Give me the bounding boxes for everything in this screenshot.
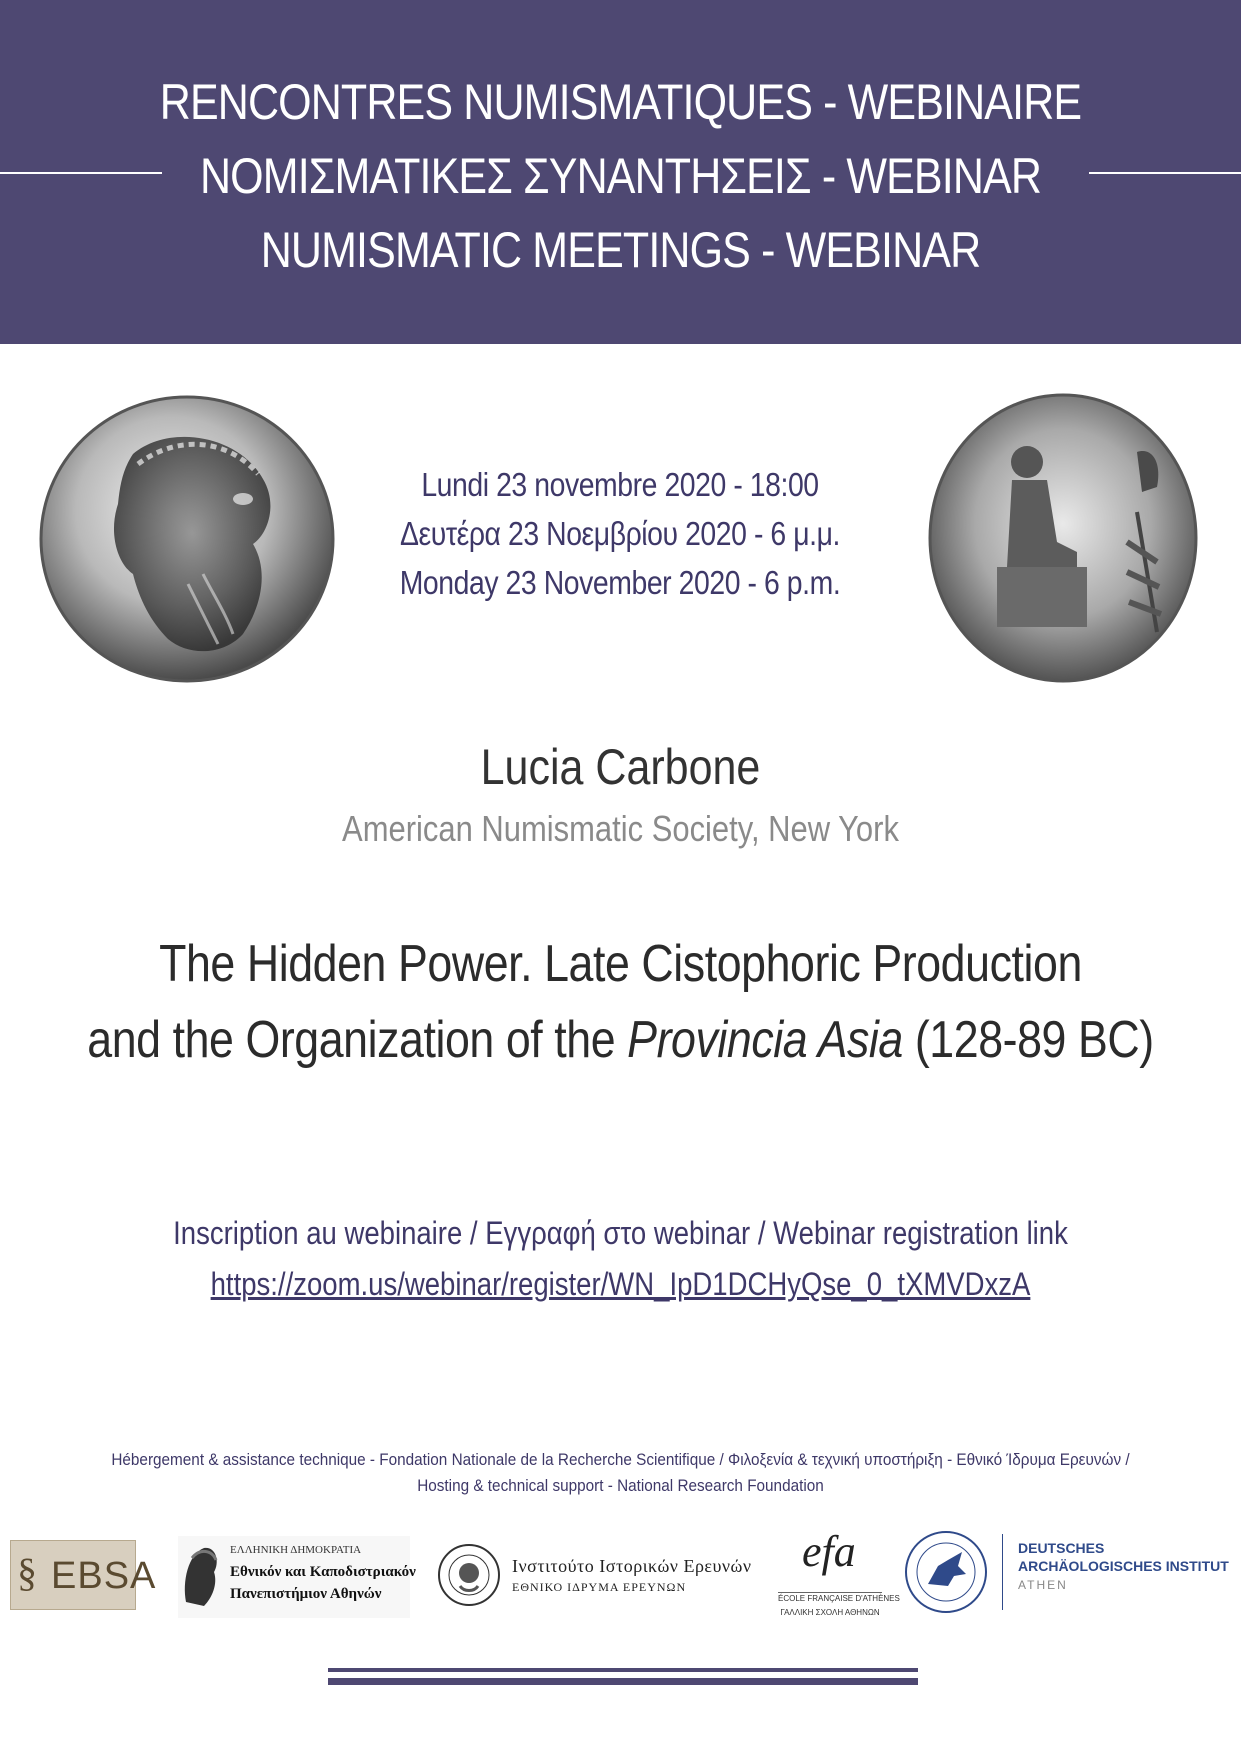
talk-title-line1: The Hidden Power. Late Cistophoric Production <box>159 935 1082 993</box>
uoa-logo-line2: Πανεπιστήμιον Αθηνών <box>230 1586 382 1602</box>
ebsa-logo <box>10 1540 157 1610</box>
athena-head-icon <box>178 1542 222 1612</box>
dai-logo-divider <box>1002 1534 1003 1610</box>
talk-title-line2 <box>87 1010 1154 1070</box>
footer-rule-top <box>328 1668 918 1672</box>
ihr-logo <box>436 1540 756 1614</box>
talk-title-line2-pre: and the Organization of the <box>87 1011 628 1069</box>
ihr-logo-line2: ΕΘΝΙΚΟ ΙΔΡΥΜΑ ΕΡΕΥΝΩΝ <box>512 1580 687 1594</box>
efa-logo <box>778 1526 900 1620</box>
ihr-seal-icon <box>436 1542 502 1608</box>
uoa-logo <box>178 1536 416 1618</box>
header-title-el: ΝΟΜΙΣΜΑΤΙΚΕΣ ΣΥΝΑΝΤΗΣΕΙΣ - WEBINAR <box>199 148 1042 204</box>
dai-logo-line2: ARCHÄOLOGISCHES INSTITUT <box>1018 1558 1229 1574</box>
speaker-affiliation: American Numismatic Society, New York <box>342 808 899 849</box>
dai-griffin-seal-icon <box>904 1530 988 1614</box>
coin-reverse-image <box>927 392 1199 684</box>
dai-logo-line1: DEUTSCHES <box>1018 1540 1105 1556</box>
date-fr: Lundi 23 novembre 2020 - 18:00 <box>421 466 819 503</box>
hosting-note-line1: Hébergement & assistance technique - Fondation Nationale de la Recherche Scientifique / Φιλοξενία & τεχνική υποστήριξη - Εθνικό Ίδρυμα Ερευνών / <box>111 1450 1130 1469</box>
header-title-en: NUMISMATIC MEETINGS - WEBINAR <box>260 222 981 278</box>
efa-logo-rule <box>778 1592 882 1593</box>
efa-logo-line2: ΓΑΛΛΙΚΗ ΣΧΟΛΗ ΑΘΗΝΩΝ <box>780 1608 880 1617</box>
hosting-note-line2: Hosting & technical support - National Research Foundation <box>417 1476 824 1495</box>
uoa-logo-line1: Εθνικόν και Καποδιστριακόν <box>230 1564 416 1580</box>
header-banner <box>0 0 1241 344</box>
ebsa-logo-mark-icon: § <box>17 1550 37 1595</box>
dai-logo-line3: ATHEN <box>1018 1578 1068 1592</box>
registration-link[interactable]: https://zoom.us/webinar/register/WN_IpD1DCHyQse_0_tXMVDxzA <box>210 1266 1031 1302</box>
uoa-logo-small: ΕΛΛΗΝΙΚΗ ΔΗΜΟΚΡΑΤΙΑ <box>230 1544 362 1556</box>
ebsa-logo-text: EBSA <box>51 1555 157 1597</box>
talk-title-line2-post: (128-89 BC) <box>902 1011 1154 1069</box>
header-title-fr: RENCONTRES NUMISMATIQUES - WEBINAIRE <box>159 74 1082 130</box>
ihr-logo-line1: Ινστιτούτο Ιστορικών Ερευνών <box>512 1556 752 1576</box>
efa-logo-mark: efa <box>802 1527 856 1576</box>
event-dates <box>340 460 900 607</box>
date-en: Monday 23 November 2020 - 6 p.m. <box>399 564 841 601</box>
registration-label: Inscription au webinaire / Εγγραφή στο webinar / Webinar registration link <box>173 1215 1068 1251</box>
footer-rule-bottom <box>328 1678 918 1685</box>
coin-obverse-image <box>38 394 336 684</box>
speaker-name: Lucia Carbone <box>480 739 761 795</box>
efa-logo-line1: ÉCOLE FRANÇAISE D'ATHÈNES <box>778 1594 900 1603</box>
dai-logo <box>904 1530 1234 1614</box>
talk-title-italic: Provincia Asia <box>627 1011 903 1069</box>
date-el: Δευτέρα 23 Νοεμβρίου 2020 - 6 μ.μ. <box>399 515 840 552</box>
